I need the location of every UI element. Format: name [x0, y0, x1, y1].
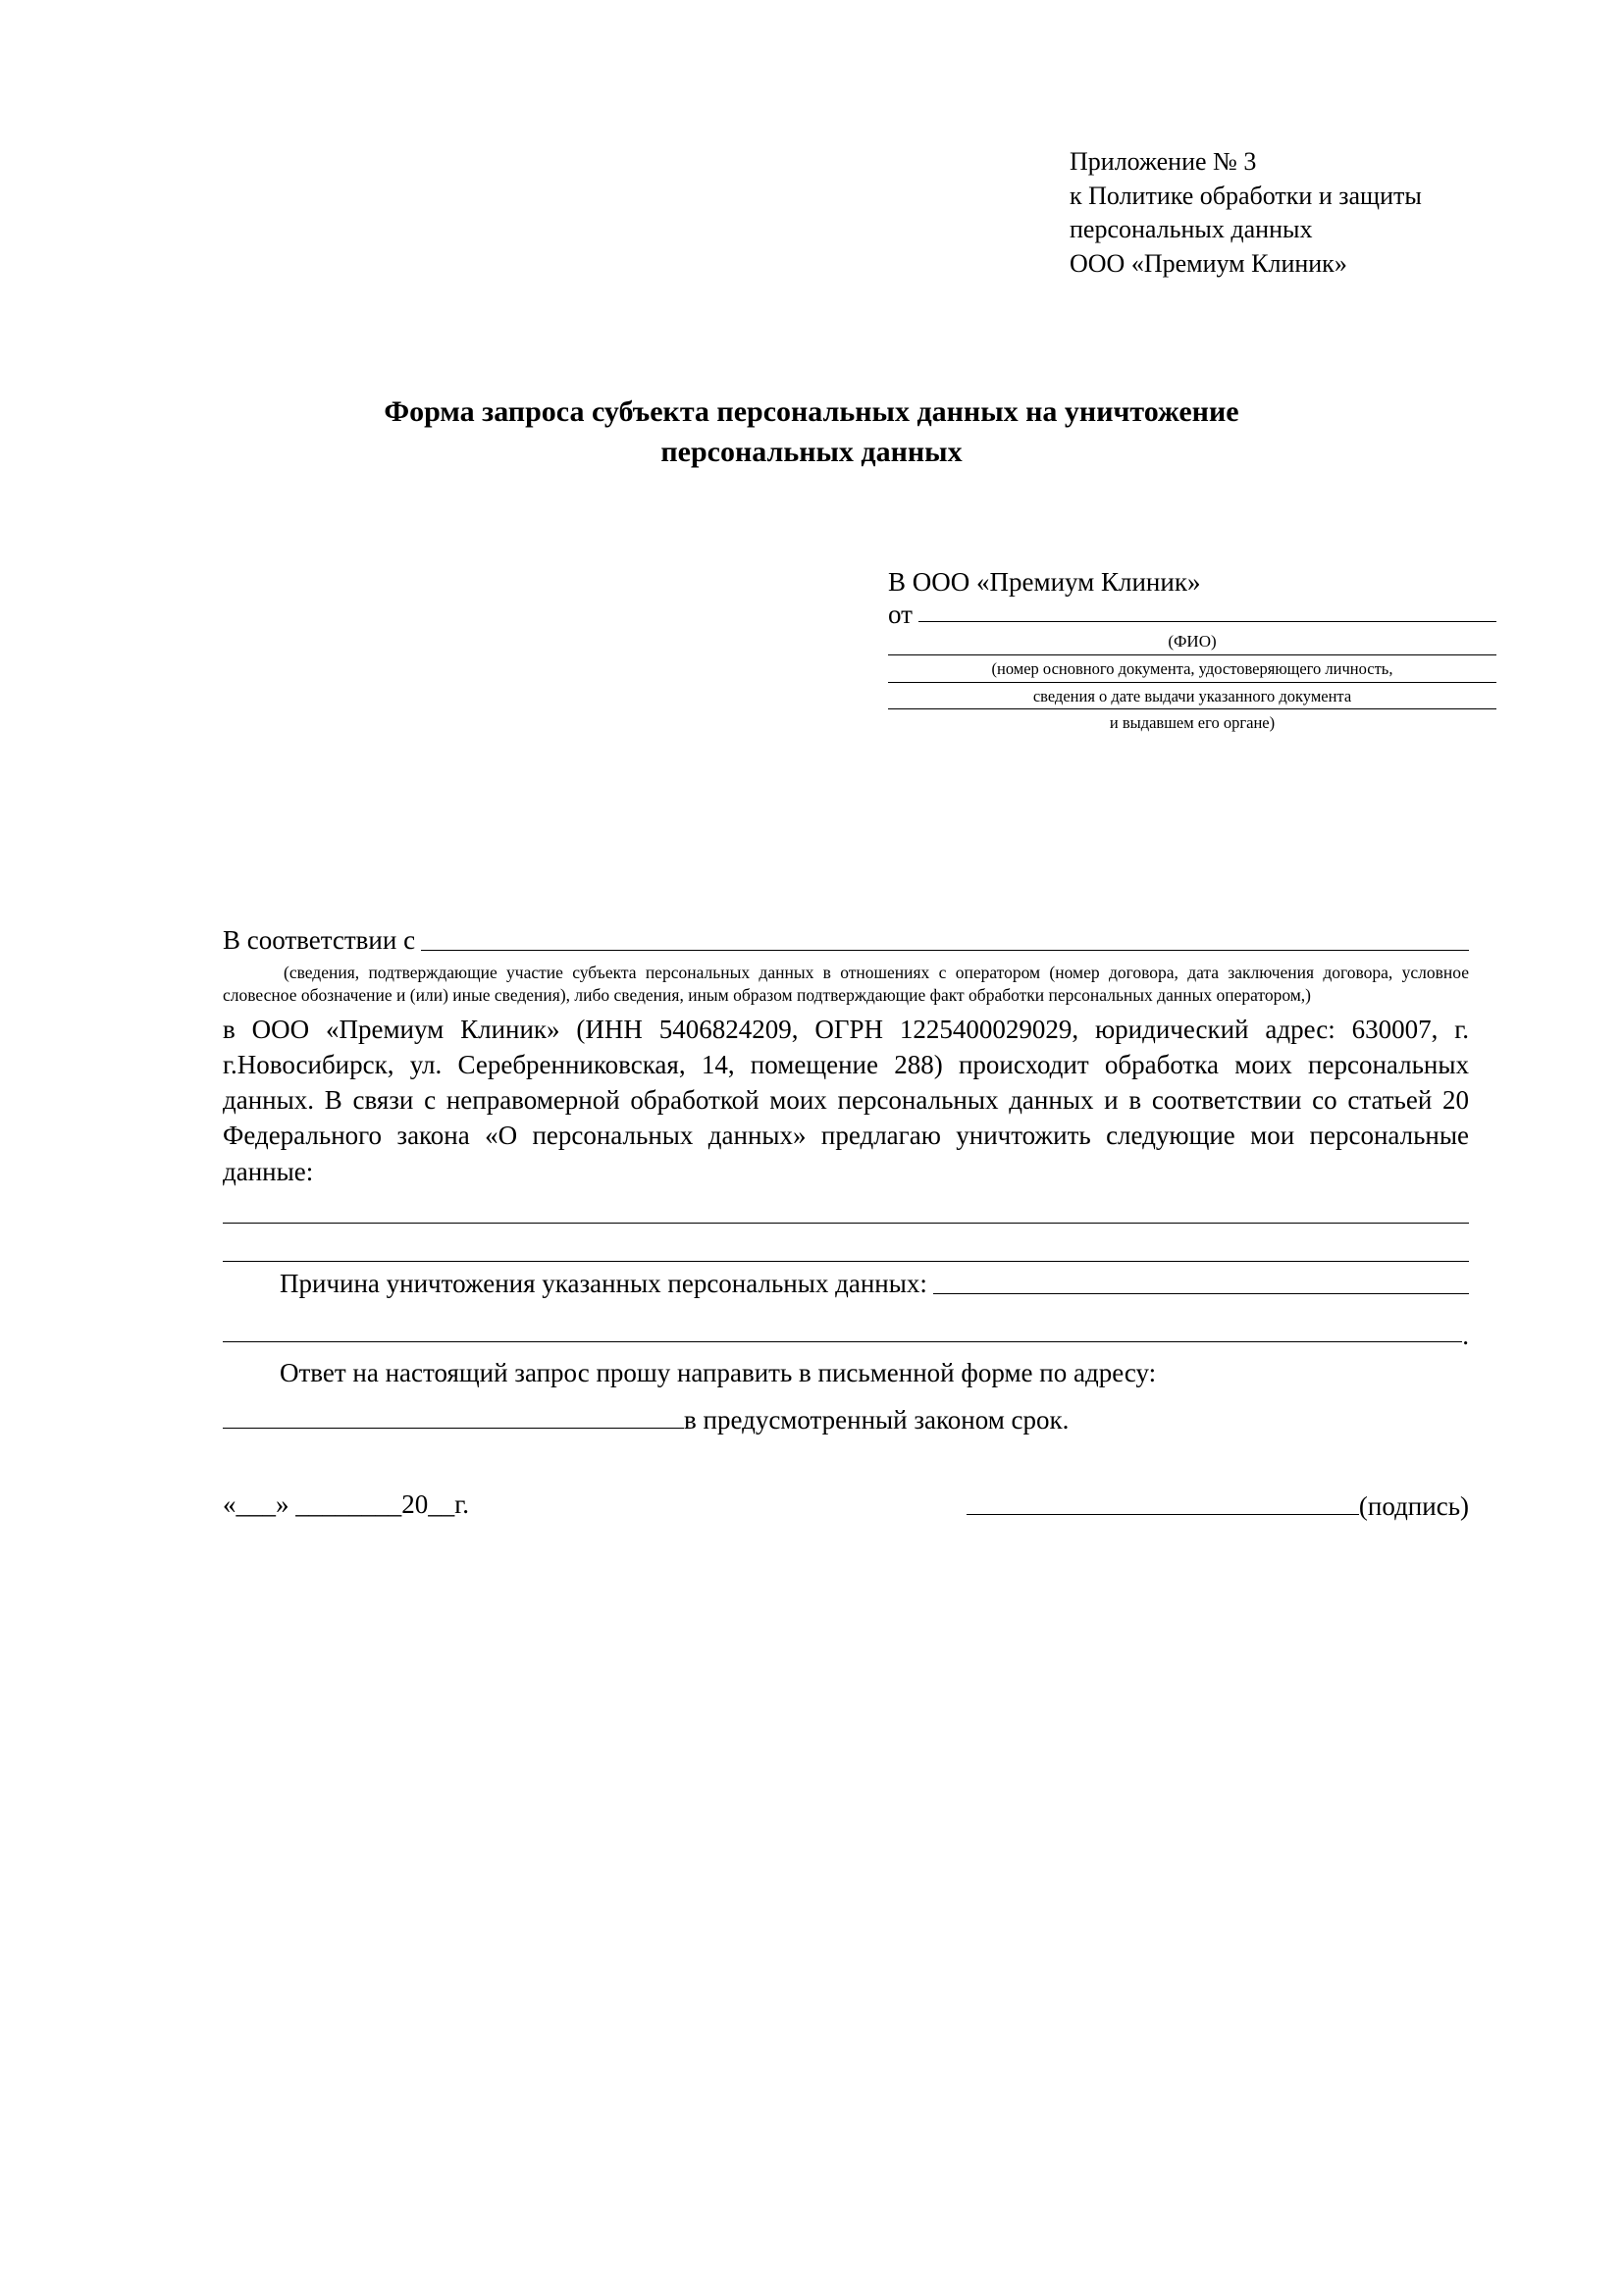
main-paragraph: в ООО «Премиум Клиник» (ИНН 5406824209, ОГРН 1225400029029, юридический адрес: 630007, г. г.Новосибирск, ул. Серебренниковская, 14, помещение 288) происходит обработка моих персональных данных. В связи с неправомерной обработкой моих персональных данных и в соответствии со статьей 20 Федерального закона «О персональных данных» предлагаю уничтожить следующие мои персональные данные:: [223, 1014, 1469, 1186]
from-field-row: [888, 601, 1496, 628]
accordance-blank[interactable]: [421, 950, 1469, 951]
answer-paragraph-text: Ответ на настоящий запрос прошу направить в письменной форме по адресу:: [280, 1357, 1157, 1387]
document-number-blank[interactable]: [888, 654, 1496, 655]
page-title: [223, 392, 1400, 472]
accordance-row: [223, 922, 1469, 958]
appendix-line-2: к Политике обработки и защиты: [1070, 181, 1422, 210]
appendix-line-4: ООО «Премиум Клиник»: [1070, 248, 1347, 278]
reason-blank-1[interactable]: [933, 1293, 1469, 1294]
signature-label: (подпись): [1358, 1491, 1469, 1522]
address-blank[interactable]: [223, 1428, 684, 1429]
caption-document-date: сведения о дате выдачи указанного документа: [1032, 686, 1352, 705]
reason-period: .: [1462, 1320, 1469, 1350]
from-fio-blank[interactable]: [918, 621, 1496, 622]
reason-label: Причина уничтожения указанных персональных данных:: [280, 1268, 927, 1298]
document-body: [223, 922, 1469, 1522]
date-line[interactable]: «___» ________20__г.: [223, 1488, 470, 1519]
fine-print-text: (сведения, подтверждающие участие субъекта персональных данных в отношениях с оператором (номер договора, дата заключения договора, условное словесное обозначение и (или) иные сведения), либо сведения, иным образом подтверждающие факт обработки персональных данных оператором,): [223, 963, 1469, 1005]
from-label: от: [888, 600, 913, 629]
document-number-field: [888, 654, 1496, 679]
document-date-field: [888, 682, 1496, 706]
caption-document-issuer: и выдавшем его органе): [1109, 712, 1276, 732]
page-title-line-2: персональных данных: [660, 435, 963, 468]
reason-blank-2[interactable]: [223, 1341, 1462, 1342]
page-title-line-1: Форма запроса субъекта персональных данных на уничтожение: [384, 395, 1239, 428]
document-issuer-blank[interactable]: [888, 708, 1496, 709]
appendix-header: [1070, 145, 1580, 281]
reason-row: [223, 1266, 1469, 1301]
signature-row: [223, 1487, 1469, 1522]
appendix-line-3: персональных данных: [1070, 215, 1313, 244]
answer-paragraph: [223, 1355, 1469, 1390]
addressee-organization: В ООО «Премиум Клиник»: [888, 567, 1201, 597]
document-date-blank[interactable]: [888, 682, 1496, 683]
reason-row-2: [223, 1320, 1469, 1350]
fine-print-note: [223, 962, 1469, 1006]
data-list-blank-2[interactable]: [223, 1261, 1469, 1262]
appendix-line-1: Приложение № 3: [1070, 147, 1257, 176]
address-tail-text: в предусмотренный законом срок.: [684, 1405, 1070, 1435]
address-row: [223, 1406, 1469, 1435]
addressee-block: [888, 567, 1496, 733]
document-issuer-field: [888, 708, 1496, 733]
signature-blank[interactable]: [967, 1514, 1359, 1515]
caption-document-number: (номер основного документа, удостоверяющего личность,: [991, 659, 1393, 679]
accordance-label: В соответствии с: [223, 925, 416, 955]
caption-fio: (ФИО): [1168, 632, 1217, 651]
data-list-blank-1[interactable]: [223, 1223, 1469, 1224]
